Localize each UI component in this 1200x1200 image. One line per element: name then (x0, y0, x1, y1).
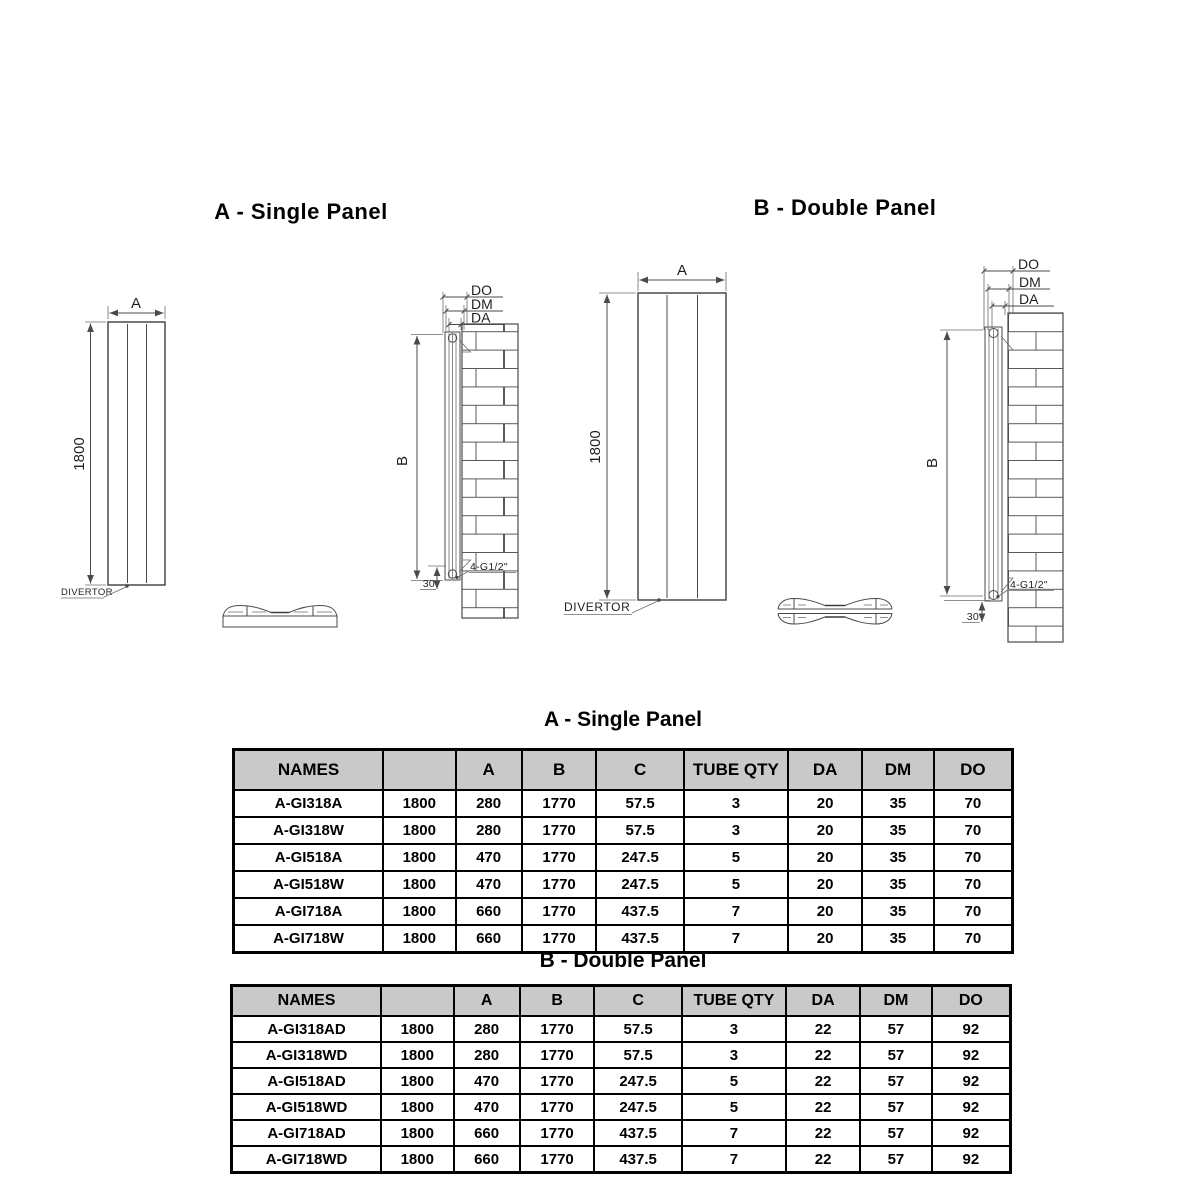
cell-value: 247.5 (594, 1068, 681, 1094)
cell-value: 57.5 (594, 1042, 681, 1068)
technical-drawings (0, 250, 1200, 680)
table-row (234, 844, 1013, 871)
dim-label-depth-b: B (394, 455, 411, 467)
cell-value: 5 (684, 844, 788, 871)
dim-label-height-1800: 1800 (71, 437, 88, 471)
cell-value: 57.5 (596, 817, 683, 844)
cell-value: 57 (860, 1120, 932, 1146)
table-row (232, 1068, 1011, 1094)
table-row (232, 1146, 1011, 1173)
cell-value: 20 (788, 817, 862, 844)
cell-value: 1800 (381, 1120, 453, 1146)
cell-value: 1770 (522, 844, 597, 871)
divertor-label: DIVERTOR (61, 587, 113, 598)
drawing-title-double-panel: B - Double Panel (753, 195, 937, 220)
cell-value: 20 (788, 790, 862, 817)
cell-value: 1770 (522, 790, 597, 817)
cell-value: 57.5 (596, 790, 683, 817)
cell-value: 1800 (381, 1146, 453, 1173)
cell-value: 470 (456, 871, 522, 898)
cell-value: 22 (786, 1120, 860, 1146)
cell-value: 280 (456, 790, 522, 817)
dim-label-da: DA (471, 309, 491, 326)
wall-section-double (1008, 313, 1063, 642)
drawing-title-single-panel: A - Single Panel (214, 199, 388, 224)
dim-label-da: DA (1019, 291, 1039, 307)
cell-value: 1770 (520, 1120, 595, 1146)
cell-value: 35 (862, 898, 934, 925)
cell-value: 660 (456, 898, 522, 925)
offset-30-label: 30 (422, 578, 435, 590)
cell-value: 247.5 (596, 871, 683, 898)
double-table-header-row (232, 986, 1011, 1017)
cell-value: 22 (786, 1016, 860, 1042)
cell-value: 470 (454, 1068, 520, 1094)
cell-value: 1800 (383, 790, 455, 817)
cell-value: 35 (862, 790, 934, 817)
cell-value: 1800 (381, 1094, 453, 1120)
cell-value: 437.5 (594, 1146, 681, 1173)
cell-value: 92 (932, 1042, 1011, 1068)
offset-30-label: 30 (966, 611, 979, 623)
cell-value: 35 (862, 925, 934, 953)
table-row (232, 1094, 1011, 1120)
cell-value: 1770 (522, 898, 597, 925)
double-panel-spec-section (230, 984, 1012, 1174)
cell-value: 20 (788, 898, 862, 925)
cell-value: 57 (860, 1042, 932, 1068)
cell-model-name: A-GI318WD (232, 1042, 382, 1068)
cell-value: 280 (454, 1042, 520, 1068)
cell-value: 92 (932, 1016, 1011, 1042)
col-header-c: C (594, 986, 681, 1017)
cell-value: 35 (862, 817, 934, 844)
col-header-height (383, 750, 455, 791)
cell-value: 470 (456, 844, 522, 871)
cell-value: 1770 (522, 925, 597, 953)
cell-value: 22 (786, 1068, 860, 1094)
double-panel-spec-table (230, 984, 1012, 1174)
cell-value: 1800 (383, 871, 455, 898)
cell-value: 7 (684, 925, 788, 953)
wall-section-single (462, 324, 518, 618)
double-table-title: B - Double Panel (539, 949, 707, 972)
single-panel-spec-table (232, 748, 1014, 954)
cell-value: 470 (454, 1094, 520, 1120)
cell-value: 92 (932, 1146, 1011, 1173)
cell-model-name: A-GI318W (234, 817, 384, 844)
cell-value: 1800 (383, 925, 455, 953)
cell-value: 280 (454, 1016, 520, 1042)
cell-value: 1770 (520, 1094, 595, 1120)
cell-value: 7 (682, 1120, 786, 1146)
cell-model-name: A-GI718A (234, 898, 384, 925)
cell-value: 22 (786, 1146, 860, 1173)
cell-value: 70 (934, 925, 1013, 953)
cell-value: 20 (788, 844, 862, 871)
cell-value: 1770 (520, 1016, 595, 1042)
cell-model-name: A-GI518W (234, 871, 384, 898)
single-table-header-row (234, 750, 1013, 791)
cell-value: 35 (862, 871, 934, 898)
col-header-dm: DM (862, 750, 934, 791)
dim-label-dm: DM (1019, 274, 1041, 290)
cell-value: 1770 (522, 871, 597, 898)
table-row (234, 871, 1013, 898)
cell-value: 7 (684, 898, 788, 925)
col-header-tube-qty: TUBE QTY (684, 750, 788, 791)
fitting-size-label: 4-G1/2" (1010, 579, 1048, 591)
cell-value: 70 (934, 871, 1013, 898)
divertor-label: DIVERTOR (564, 600, 631, 614)
single-panel-front-view (61, 295, 165, 598)
single-panel-spec-section (232, 748, 1014, 954)
dim-label-depth-b: B (924, 457, 941, 469)
cell-value: 3 (684, 790, 788, 817)
cell-value: 3 (682, 1042, 786, 1068)
cell-value: 437.5 (596, 925, 683, 953)
cell-value: 660 (454, 1120, 520, 1146)
cell-value: 1770 (522, 817, 597, 844)
single-table-title: A - Single Panel (544, 708, 702, 731)
cell-value: 57 (860, 1016, 932, 1042)
cell-value: 5 (682, 1094, 786, 1120)
double-panel-side-view (924, 256, 1063, 642)
cell-value: 1800 (383, 817, 455, 844)
dim-label-height-1800: 1800 (587, 430, 604, 464)
cell-value: 57 (860, 1068, 932, 1094)
cell-value: 280 (456, 817, 522, 844)
cell-value: 22 (786, 1094, 860, 1120)
col-header-do: DO (932, 986, 1011, 1017)
cell-value: 3 (684, 817, 788, 844)
cell-value: 247.5 (596, 844, 683, 871)
single-panel-side-view (394, 282, 518, 618)
cell-value: 7 (682, 1146, 786, 1173)
dim-label-width-a: A (130, 295, 142, 312)
cell-value: 70 (934, 844, 1013, 871)
cell-value: 57 (860, 1146, 932, 1173)
cell-value: 57.5 (594, 1016, 681, 1042)
dim-label-width-a: A (676, 262, 688, 279)
cell-value: 70 (934, 790, 1013, 817)
cell-value: 92 (932, 1094, 1011, 1120)
cell-value: 5 (684, 871, 788, 898)
cell-value: 1770 (520, 1146, 595, 1173)
col-header-tube-qty: TUBE QTY (682, 986, 786, 1017)
table-row (232, 1120, 1011, 1146)
cell-model-name: A-GI718WD (232, 1146, 382, 1173)
cell-model-name: A-GI318AD (232, 1016, 382, 1042)
col-header-da: DA (788, 750, 862, 791)
table-row (232, 1042, 1011, 1068)
double-panel-front-view (564, 262, 726, 615)
dim-label-dm: DM (471, 296, 493, 312)
cell-value: 1800 (383, 898, 455, 925)
cell-value: 22 (786, 1042, 860, 1068)
col-header-da: DA (786, 986, 860, 1017)
cell-value: 70 (934, 898, 1013, 925)
cell-model-name: A-GI518AD (232, 1068, 382, 1094)
cell-value: 1800 (381, 1068, 453, 1094)
col-header-a: A (456, 750, 522, 791)
dim-label-do: DO (1018, 256, 1039, 272)
cell-value: 1770 (520, 1042, 595, 1068)
cell-model-name: A-GI518WD (232, 1094, 382, 1120)
cell-value: 35 (862, 844, 934, 871)
col-header-b: B (522, 750, 597, 791)
single-panel-top-view (223, 606, 337, 628)
cell-value: 1800 (383, 844, 455, 871)
cell-value: 20 (788, 925, 862, 953)
table-row (234, 790, 1013, 817)
cell-value: 70 (934, 817, 1013, 844)
cell-value: 1800 (381, 1042, 453, 1068)
col-header-height (381, 986, 453, 1017)
cell-value: 1800 (381, 1016, 453, 1042)
cell-value: 3 (682, 1016, 786, 1042)
cell-model-name: A-GI518A (234, 844, 384, 871)
cell-value: 1770 (520, 1068, 595, 1094)
cell-model-name: A-GI318A (234, 790, 384, 817)
cell-value: 92 (932, 1120, 1011, 1146)
cell-value: 437.5 (596, 898, 683, 925)
cell-model-name: A-GI718W (234, 925, 384, 953)
cell-value: 92 (932, 1068, 1011, 1094)
col-header-b: B (520, 986, 595, 1017)
table-row (234, 898, 1013, 925)
cell-model-name: A-GI718AD (232, 1120, 382, 1146)
cell-value: 20 (788, 871, 862, 898)
cell-value: 437.5 (594, 1120, 681, 1146)
fitting-size-label: 4-G1/2" (470, 561, 508, 573)
cell-value: 5 (682, 1068, 786, 1094)
col-header-do: DO (934, 750, 1013, 791)
cell-value: 660 (454, 1146, 520, 1173)
cell-value: 247.5 (594, 1094, 681, 1120)
cell-value: 660 (456, 925, 522, 953)
table-row (232, 1016, 1011, 1042)
col-header-names: NAMES (234, 750, 384, 791)
col-header-c: C (596, 750, 683, 791)
cell-value: 57 (860, 1094, 932, 1120)
col-header-dm: DM (860, 986, 932, 1017)
col-header-names: NAMES (232, 986, 382, 1017)
dim-label-do: DO (471, 282, 492, 298)
table-row (234, 817, 1013, 844)
col-header-a: A (454, 986, 520, 1017)
double-panel-top-view (778, 599, 892, 625)
